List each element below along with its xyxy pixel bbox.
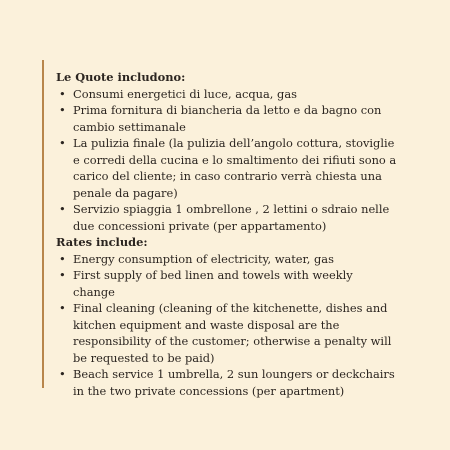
list-item: • Prima fornitura di biancheria da letto e da bagno con cambio settimanale: [59, 103, 382, 134]
list-item: • La pulizia finale (la pulizia dell’angolo cottura, stoviglie e corredi della cucina e lo smaltimento dei rifiuti sono a carico del cliente; in caso contrario verrà chiesta una penale da pagare): [59, 136, 397, 200]
bullet-icon: •: [59, 103, 66, 117]
list-item: • Energy consumption of electricity, water, gas: [59, 251, 334, 266]
bullet-icon: •: [59, 268, 66, 282]
bullet-icon: •: [59, 251, 66, 266]
bullet-icon: •: [59, 367, 66, 381]
italian-heading: Le Quote includono:: [56, 70, 186, 84]
list-item: • Consumi energetici di luce, acqua, gas: [59, 86, 297, 101]
list-item: • Beach service 1 umbrella, 2 sun loungers or deckchairs in the two private concessions (per apartment): [59, 367, 395, 398]
english-heading: Rates include:: [56, 235, 148, 249]
list-item: • First supply of bed linen and towels with weekly change: [59, 268, 353, 299]
english-list: [56, 251, 397, 400]
rates-card: [42, 60, 397, 398]
list-item: • Servizio spiaggia 1 ombrellone , 2 lettini o sdraio nelle due concessioni private (per appartamento): [59, 202, 390, 233]
bullet-icon: •: [59, 136, 66, 150]
bullet-icon: •: [59, 86, 66, 101]
bullet-icon: •: [59, 202, 66, 216]
italian-list: [56, 86, 397, 235]
list-item: • Final cleaning (cleaning of the kitchenette, dishes and kitchen equipment and waste disposal are the responsibility of the customer; otherwise a penalty will be requested to be paid): [59, 301, 392, 365]
bullet-icon: •: [59, 301, 66, 315]
